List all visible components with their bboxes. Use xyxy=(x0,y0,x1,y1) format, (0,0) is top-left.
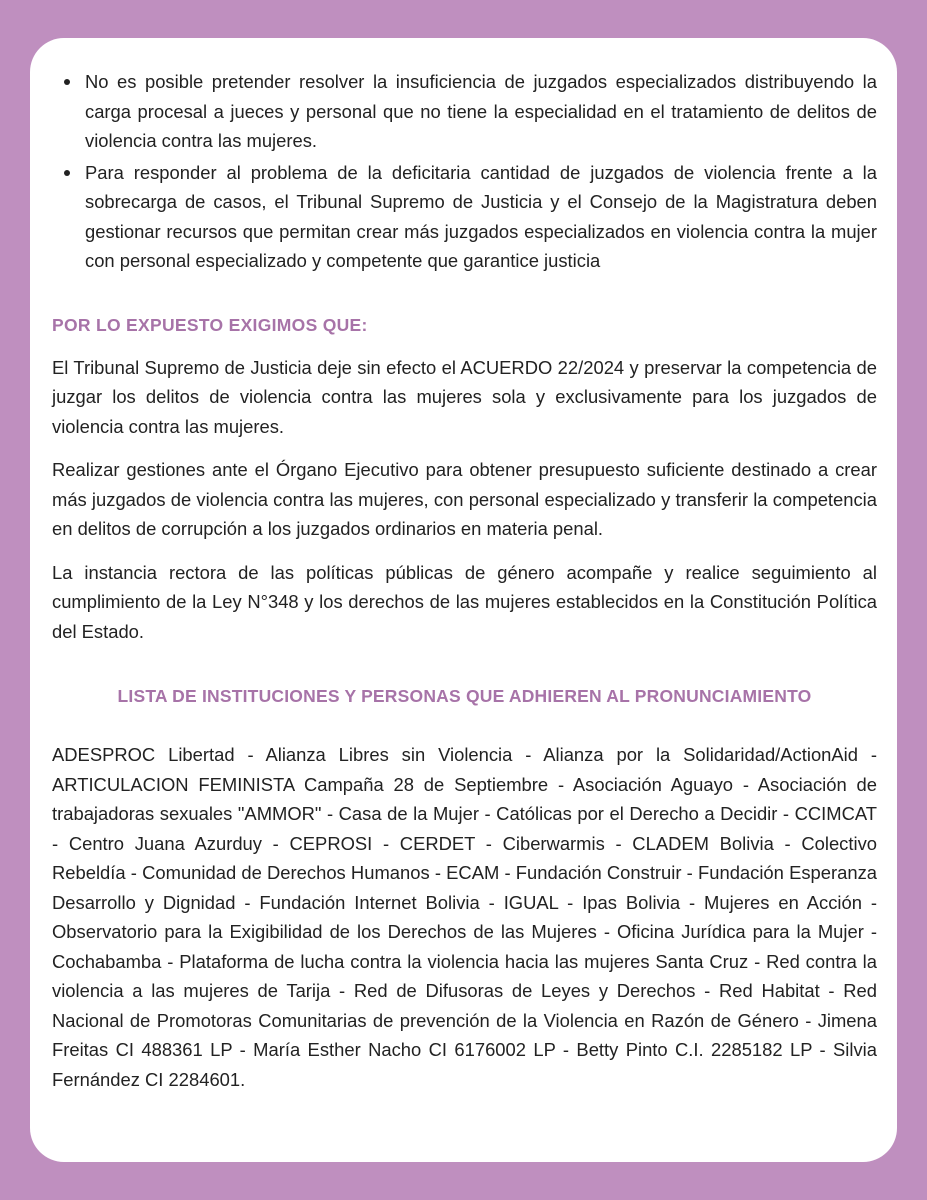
demand-paragraph: La instancia rectora de las políticas públicas de género acompañe y realice seguimiento al cumplimiento de la Ley N°348 y los derechos de las mujeres establecidos en la Constitución Política del Estado. xyxy=(52,561,877,642)
bullet-item xyxy=(52,158,877,276)
bullet-text: No es posible pretender resolver la insuficiencia de juzgados especializados distribuyendo la carga procesal a jueces y personal que no tiene la especialidad en el tratamiento de delitos de violencia contra las mujeres. xyxy=(85,71,877,151)
adherents-list: ADESPROC Libertad - Alianza Libres sin Violencia - Alianza por la Solidaridad/ActionAid - ARTICULACION FEMINISTA Campaña 28 de Septiembre - Asociación Aguayo - Asociación de trabajadoras sexuales "AMMOR" - Casa de la Mujer - Católicas por el Derecho a Decidir - CCIMCAT - Centro Juana Azurduy - CEPROSI - CERDET - Ciberwarmis - CLADEM Bolivia - Colectivo Rebeldía - Comunidad de Derechos Humanos - ECAM - Fundación Construir - Fundación Esperanza Desarrollo y Dignidad - Fundación Internet Bolivia - IGUAL - Ipas Bolivia - Mujeres en Acción - Observatorio para la Exigibilidad de los Derechos de las Mujeres - Oficina Jurídica para la Mujer - Cochabamba - Plataforma de lucha contra la violencia hacia las mujeres Santa Cruz - Red contra la violencia a las mujeres de Tarija - Red de Difusoras de Leyes y Derechos - Red Habitat - Red Nacional de Promotoras Comunitarias de prevención de la Violencia en Razón de Género - Jimena Freitas CI 488361 LP - María Esther Nacho CI 6176002 LP - Betty Pinto C.I. 2285182 LP - Silvia Fernández CI 2284601. xyxy=(52,744,877,1090)
demand-paragraph: Realizar gestiones ante el Órgano Ejecutivo para obtener presupuesto suficiente destinado a crear más juzgados de violencia contra las mujeres, con personal especializado y transferir la competencia en delitos de corrupción a los juzgados ordinarios en materia penal. xyxy=(52,459,877,539)
adherents-heading: LISTA DE INSTITUCIONES Y PERSONAS QUE ADHIEREN AL PRONUNCIAMIENTO xyxy=(117,686,812,706)
demand-paragraph: El Tribunal Supremo de Justicia deje sin efecto el ACUERDO 22/2024 y preservar la competencia de juzgar los delitos de violencia contra las mujeres sola y exclusivamente para los juzgados de violencia contra las mujeres. xyxy=(52,356,877,437)
bullet-dot-icon xyxy=(64,79,70,85)
document-card xyxy=(30,38,897,1162)
bullet-item xyxy=(52,67,877,156)
demands-heading: POR LO EXPUESTO EXIGIMOS QUE: xyxy=(52,314,368,335)
bullet-text: Para responder al problema de la deficitaria cantidad de juzgados de violencia frente a la sobrecarga de casos, el Tribunal Supremo de Justicia y el Consejo de la Magistratura deben gestionar recursos que permitan crear más juzgados especializados en violencia contra la mujer con personal especializado y competente que garantice justicia xyxy=(85,161,877,271)
bullet-list xyxy=(52,67,877,276)
bullet-dot-icon xyxy=(64,170,70,176)
